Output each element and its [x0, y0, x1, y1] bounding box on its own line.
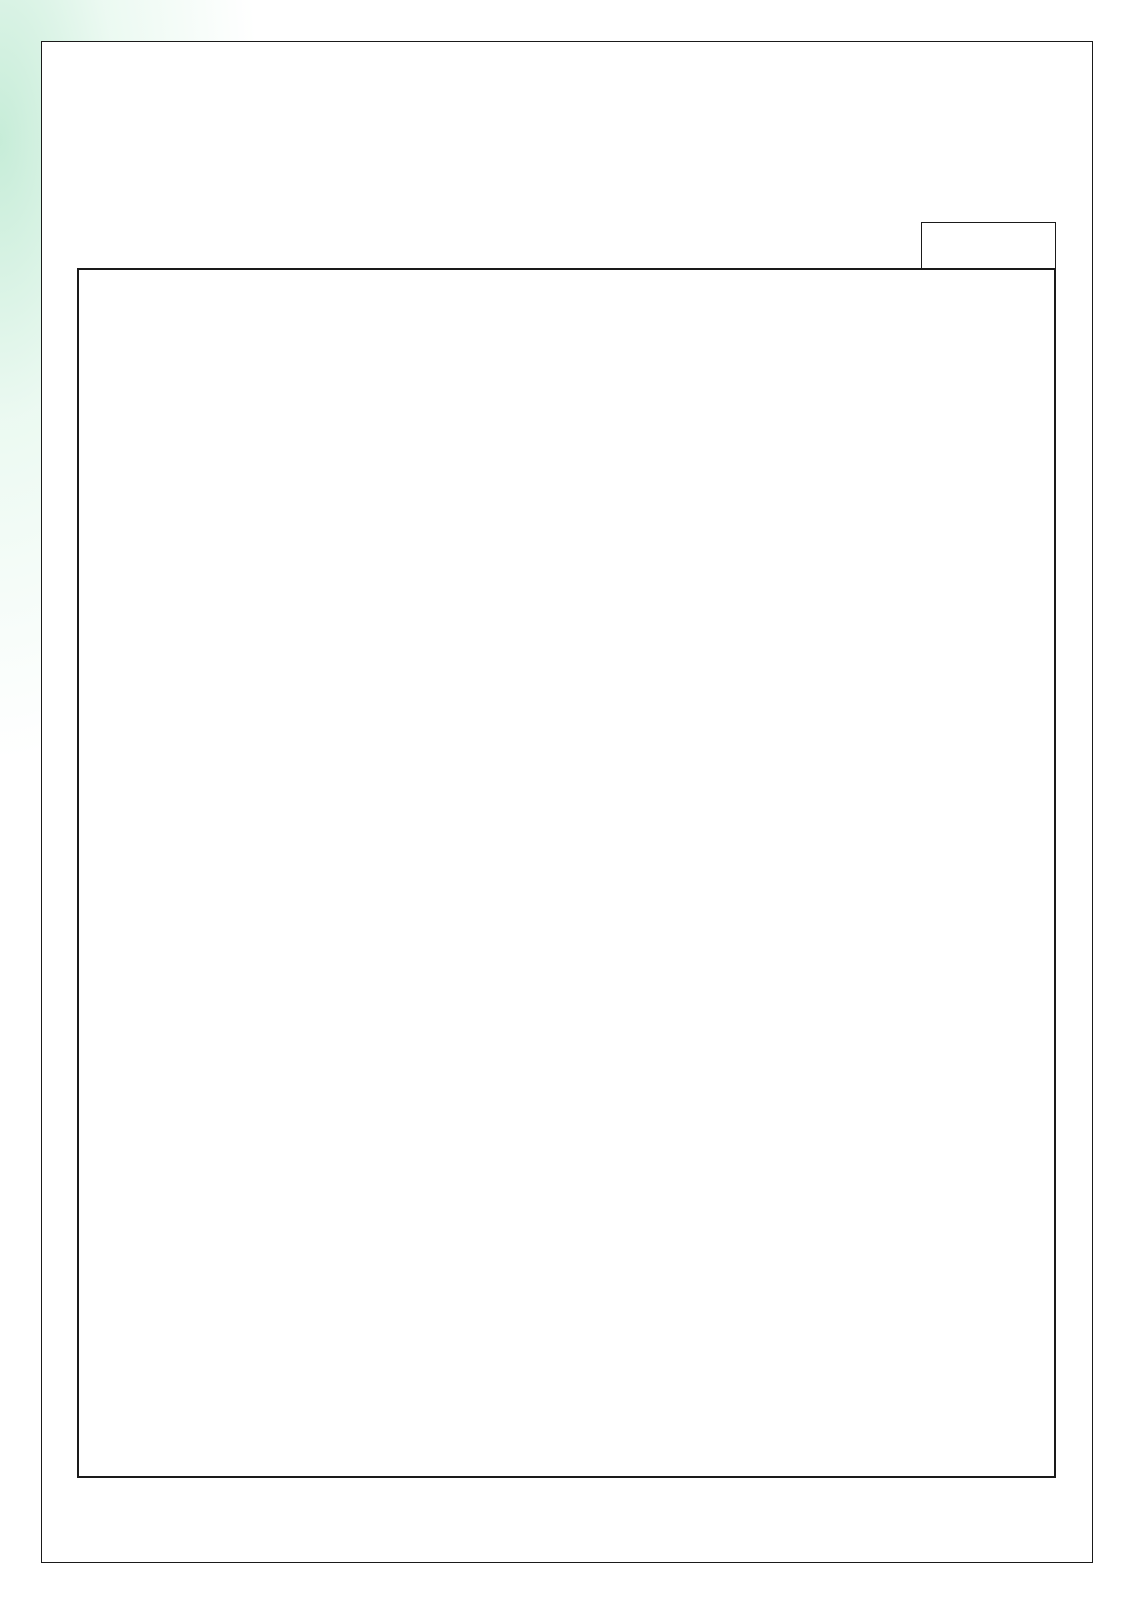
meal-planner-table: [77, 268, 1056, 1478]
calories-column-header: [921, 222, 1056, 268]
